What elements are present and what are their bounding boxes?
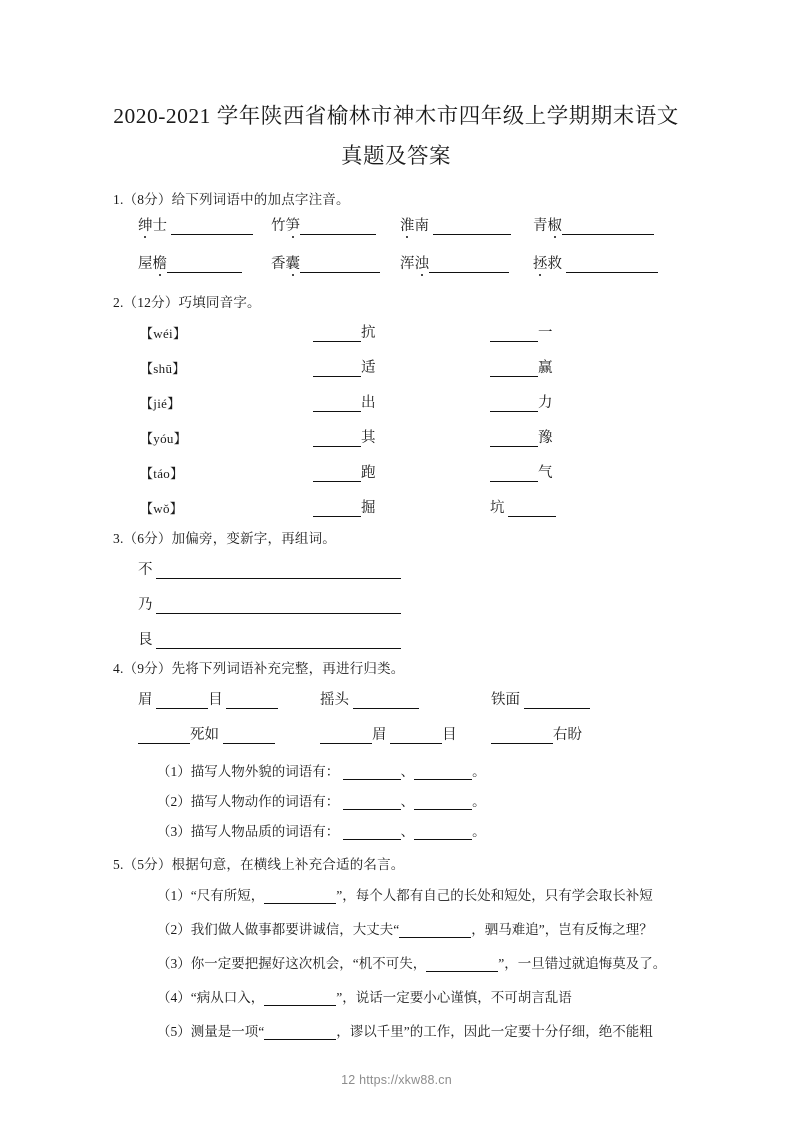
title-line-2: 真题及答案 xyxy=(340,144,451,168)
q5-sub-label: （2） xyxy=(157,922,191,937)
question-1-score: （8分） xyxy=(123,192,172,207)
q2-char: 力 xyxy=(538,395,553,411)
q1-dotted-char: 浊 xyxy=(415,252,430,273)
q1-word-5 xyxy=(138,252,242,273)
q1-plain-char: 士 xyxy=(152,218,167,234)
q2-right-item-5 xyxy=(490,461,553,482)
q4-sub-blank[interactable] xyxy=(414,796,472,811)
q5-answer-blank[interactable] xyxy=(264,992,336,1007)
q4-idiom-char: 铁面 xyxy=(491,692,520,708)
q2-char: 坑 xyxy=(490,500,505,516)
q2-left-item-1 xyxy=(313,321,376,342)
q1-dotted-char: 檐 xyxy=(153,252,168,273)
q2-char: 跑 xyxy=(361,465,376,481)
q4-idiom-char: 摇头 xyxy=(320,692,349,708)
q2-left-item-2 xyxy=(313,356,376,377)
q4-answer-blank[interactable] xyxy=(226,694,278,710)
q4-idiom-6 xyxy=(491,723,582,744)
question-1-number: 1. xyxy=(113,192,124,207)
q1-answer-blank[interactable] xyxy=(300,257,380,273)
q5-sub-label: （1） xyxy=(157,888,191,903)
q3-base-char: 乃 xyxy=(138,597,153,613)
q5-sub-before: “病从口入， xyxy=(190,990,265,1005)
q2-answer-blank[interactable] xyxy=(313,467,361,483)
q4-sub-3 xyxy=(157,820,486,840)
q1-answer-blank[interactable] xyxy=(429,257,509,273)
q2-pinyin-2: 【shū】 xyxy=(140,361,186,376)
q1-plain-char: 屋 xyxy=(138,256,153,272)
q2-left-item-4 xyxy=(313,426,376,447)
q1-answer-blank[interactable] xyxy=(433,219,511,235)
q2-answer-blank[interactable] xyxy=(490,397,538,413)
q3-item-1 xyxy=(138,558,401,579)
q1-plain-char: 青 xyxy=(533,218,548,234)
q4-separator: 、 xyxy=(400,824,415,839)
q2-char: 其 xyxy=(361,430,376,446)
q4-sub-text: 描写人物动作的词语有： xyxy=(190,794,340,809)
q1-word-1 xyxy=(138,214,253,235)
page-title xyxy=(96,96,696,176)
q2-char: 抗 xyxy=(361,325,376,341)
question-3-score: （6分） xyxy=(123,531,172,546)
q2-pinyin-1: 【wéi】 xyxy=(140,326,187,341)
q3-answer-blank[interactable] xyxy=(156,564,401,580)
q3-base-char: 不 xyxy=(138,562,153,578)
q4-sub-label: （3） xyxy=(157,824,191,839)
q4-separator: 、 xyxy=(400,764,415,779)
q4-idiom-3 xyxy=(491,688,590,709)
q4-sub-blank[interactable] xyxy=(343,766,401,781)
q2-char: 出 xyxy=(361,395,376,411)
q5-sub-after: ”，说话一定要小心谨慎，不可胡言乱语 xyxy=(336,990,572,1005)
q2-left-item-3 xyxy=(313,391,376,412)
q2-char: 气 xyxy=(538,465,553,481)
q1-answer-blank[interactable] xyxy=(300,219,376,235)
q1-plain-char: 浑 xyxy=(400,256,415,272)
q4-idiom-tail: 右盼 xyxy=(553,727,582,743)
q2-answer-blank[interactable] xyxy=(490,327,538,343)
q4-sub-text: 描写人物外貌的词语有： xyxy=(190,764,340,779)
question-2-heading xyxy=(113,291,261,311)
question-5-prompt: 根据句意，在横线上补充合适的名言。 xyxy=(171,857,405,872)
q1-word-6 xyxy=(271,252,380,273)
q5-sub-2 xyxy=(157,918,653,938)
q2-pinyin-3: 【jié】 xyxy=(140,396,181,411)
q4-idiom-char: 目 xyxy=(208,692,223,708)
q4-idiom-5 xyxy=(320,723,457,744)
q2-left-item-6 xyxy=(313,496,376,517)
q2-answer-blank[interactable] xyxy=(490,362,538,378)
q3-answer-blank[interactable] xyxy=(156,634,401,650)
question-4-score: （9分） xyxy=(123,661,172,676)
q5-answer-blank[interactable] xyxy=(264,1026,336,1041)
q1-plain-char: 南 xyxy=(414,218,429,234)
q4-separator: 、 xyxy=(400,794,415,809)
q5-sub-after: ，谬以千里”的工作，因此一定要十分仔细，绝不能粗 xyxy=(336,1024,653,1039)
q1-answer-blank[interactable] xyxy=(562,219,654,235)
q1-answer-blank[interactable] xyxy=(566,257,658,273)
q5-sub-after: ，驷马难追”，岂有反悔之理？ xyxy=(471,922,653,937)
q4-idiom-1 xyxy=(138,688,278,709)
q5-sub-after: ”，每个人都有自己的长处和短处，只有学会取长补短 xyxy=(336,888,653,903)
q5-sub-3 xyxy=(157,952,666,972)
q4-answer-blank[interactable] xyxy=(223,729,275,745)
q5-sub-after: ”，一旦错过就追悔莫及了。 xyxy=(498,956,667,971)
q2-right-item-2 xyxy=(490,356,553,377)
q1-dotted-char: 囊 xyxy=(286,252,301,273)
q2-left-item-5 xyxy=(313,461,376,482)
q5-sub-label: （4） xyxy=(157,990,191,1005)
question-3-number: 3. xyxy=(113,531,124,546)
q1-word-2 xyxy=(271,214,376,235)
q1-word-8 xyxy=(533,252,658,273)
q1-dotted-char: 拯 xyxy=(533,252,548,273)
q4-sub-label: （2） xyxy=(157,794,191,809)
q4-period: 。 xyxy=(472,764,486,779)
q2-answer-blank[interactable] xyxy=(313,362,361,378)
q4-sub-blank[interactable] xyxy=(343,826,401,841)
q2-answer-blank[interactable] xyxy=(313,327,361,343)
q2-char: 赢 xyxy=(538,360,553,376)
q1-answer-blank[interactable] xyxy=(171,219,253,235)
q1-answer-blank[interactable] xyxy=(167,257,242,273)
q2-right-item-4 xyxy=(490,426,553,447)
q5-sub-before: 你一定要把握好这次机会，“机不可失， xyxy=(190,956,427,971)
q4-answer-blank[interactable] xyxy=(491,729,553,745)
q1-dotted-char: 笋 xyxy=(286,214,301,235)
q2-answer-blank[interactable] xyxy=(313,502,361,518)
q2-pinyin-5: 【táo】 xyxy=(140,466,184,481)
question-4-prompt: 先将下列词语补充完整，再进行归类。 xyxy=(171,661,405,676)
q4-answer-blank[interactable] xyxy=(156,694,208,710)
q2-pinyin-4: 【yóu】 xyxy=(140,431,187,446)
q4-sub-text: 描写人物品质的词语有： xyxy=(190,824,340,839)
q1-word-7 xyxy=(400,252,509,273)
q4-answer-blank[interactable] xyxy=(524,694,590,710)
question-4-number: 4. xyxy=(113,661,124,676)
q1-word-4 xyxy=(533,214,654,235)
q4-idiom-2 xyxy=(320,688,419,709)
question-3-prompt: 加偏旁，变新字，再组词。 xyxy=(171,531,336,546)
q4-sub-blank[interactable] xyxy=(414,826,472,841)
q4-idiom-char: 死如 xyxy=(190,727,219,743)
q2-char: 掘 xyxy=(361,500,376,516)
q4-idiom-4 xyxy=(138,723,275,744)
q4-period: 。 xyxy=(472,824,486,839)
q5-answer-blank[interactable] xyxy=(426,958,498,973)
question-1-heading xyxy=(113,188,350,208)
q3-base-char: 艮 xyxy=(138,632,153,648)
title-line-1: 2020-2021 学年陕西省榆林市神木市四年级上学期期末语文 xyxy=(113,104,679,128)
q4-answer-blank[interactable] xyxy=(390,729,442,745)
q2-answer-blank[interactable] xyxy=(490,467,538,483)
q1-word-3 xyxy=(400,214,511,235)
q2-right-item-1 xyxy=(490,321,553,342)
question-5-heading xyxy=(113,853,405,873)
q2-answer-blank[interactable] xyxy=(490,432,538,448)
q4-sub-2 xyxy=(157,790,486,810)
q5-sub-5 xyxy=(157,1020,653,1040)
q1-dotted-char: 椒 xyxy=(548,214,563,235)
q1-dotted-char: 绅 xyxy=(138,214,153,235)
q5-sub-4 xyxy=(157,986,572,1006)
q3-item-3 xyxy=(138,628,401,649)
question-3-heading xyxy=(113,527,336,547)
q2-char: 适 xyxy=(361,360,376,376)
q1-plain-char: 香 xyxy=(271,256,286,272)
q4-period: 。 xyxy=(472,794,486,809)
q3-item-2 xyxy=(138,593,401,614)
page-footer-watermark: 12 https://xkw88.cn xyxy=(341,1073,452,1087)
q5-answer-blank[interactable] xyxy=(264,890,336,905)
q5-sub-before: 测量是一项“ xyxy=(190,1024,265,1039)
question-2-prompt: 巧填同音字。 xyxy=(178,295,261,310)
question-2-number: 2. xyxy=(113,295,124,310)
q4-answer-blank[interactable] xyxy=(138,729,190,745)
q4-sub-blank[interactable] xyxy=(343,796,401,811)
q2-right-item-3 xyxy=(490,391,553,412)
q4-answer-blank[interactable] xyxy=(320,729,372,745)
q5-sub-label: （3） xyxy=(157,956,191,971)
q4-idiom-char: 眉 xyxy=(138,692,153,708)
question-5-number: 5. xyxy=(113,857,124,872)
q2-answer-blank[interactable] xyxy=(313,432,361,448)
q4-idiom-char: 眉 xyxy=(372,727,387,743)
question-2-score: （12分） xyxy=(123,295,179,310)
q5-answer-blank[interactable] xyxy=(399,924,471,939)
q4-answer-blank[interactable] xyxy=(353,694,419,710)
q4-sub-blank[interactable] xyxy=(414,766,472,781)
question-4-heading xyxy=(113,657,405,677)
q2-pinyin-6: 【wǒ】 xyxy=(140,501,184,516)
question-5-score: （5分） xyxy=(123,857,172,872)
q1-plain-char: 救 xyxy=(547,256,562,272)
q4-sub-label: （1） xyxy=(157,764,191,779)
q2-right-item-6 xyxy=(490,496,556,517)
q3-answer-blank[interactable] xyxy=(156,599,401,615)
question-1-prompt: 给下列词语中的加点字注音。 xyxy=(171,192,350,207)
q1-plain-char: 竹 xyxy=(271,218,286,234)
q5-sub-1 xyxy=(157,884,653,904)
q4-sub-1 xyxy=(157,760,486,780)
q2-char: 一 xyxy=(538,325,553,341)
q5-sub-label: （5） xyxy=(157,1024,191,1039)
q5-sub-before: “尺有所短， xyxy=(190,888,265,903)
q5-sub-before: 我们做人做事都要讲诚信，大丈夫“ xyxy=(190,922,400,937)
q2-answer-blank[interactable] xyxy=(313,397,361,413)
q2-answer-blank[interactable] xyxy=(508,502,556,518)
q2-char: 豫 xyxy=(538,430,553,446)
q4-idiom-char: 目 xyxy=(442,727,457,743)
q1-dotted-char: 淮 xyxy=(400,214,415,235)
